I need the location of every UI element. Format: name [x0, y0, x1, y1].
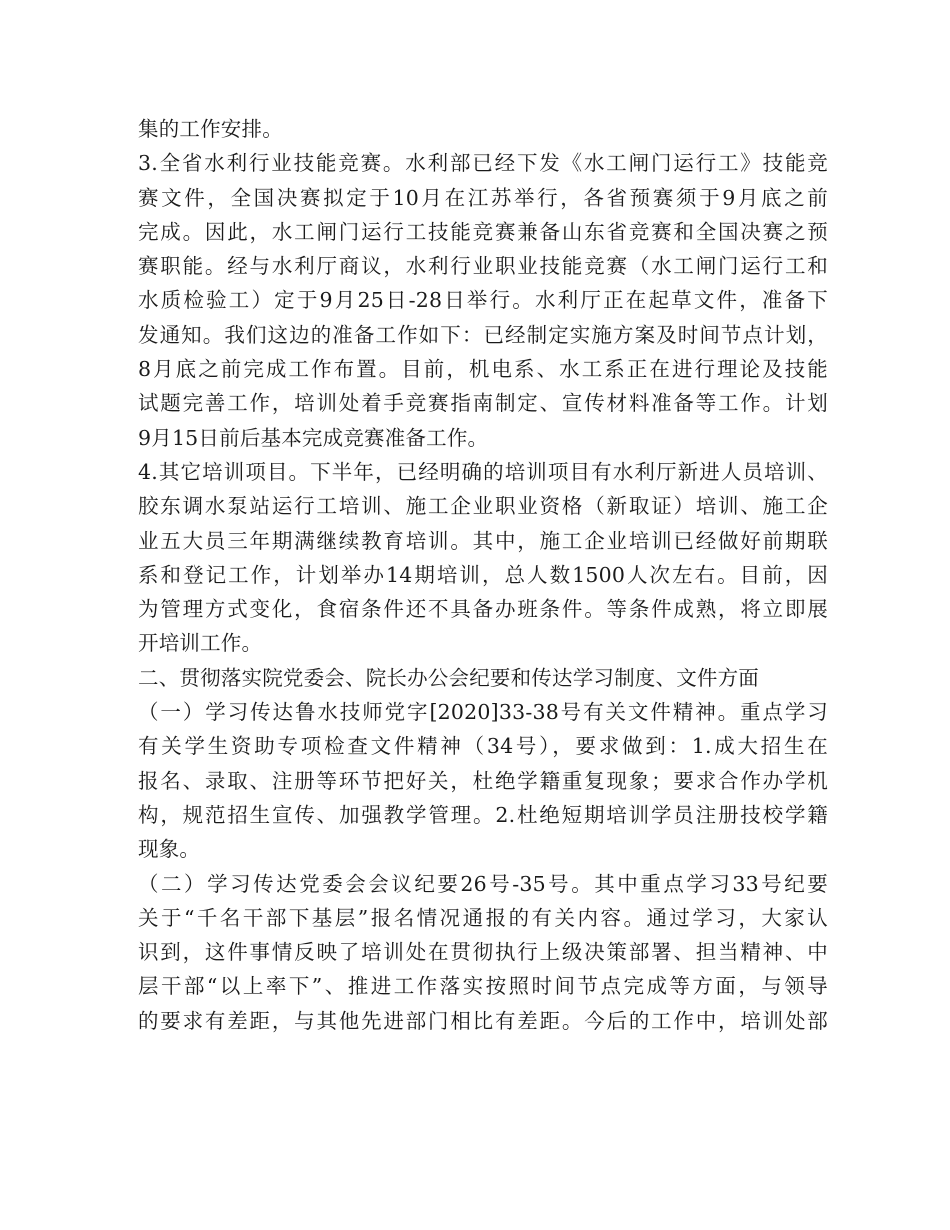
text-line: 水质检验工）定于9月25日-28日举行。水利厅正在起草文件，准备下 [138, 288, 828, 313]
text-line: 3.全省水利行业技能竞赛。水利部已经下发《水工闸门运行工》技能竞 [138, 151, 828, 176]
text-line: 发通知。我们这边的准备工作如下：已经制定实施方案及时间节点计划， [138, 322, 828, 347]
text-line: 系和登记工作，计划举办14期培训，总人数1500人次左右。目前，因 [138, 562, 828, 587]
text-line: （一）学习传达鲁水技师党字[2020]33-38号有关文件精神。重点学习 [138, 700, 828, 725]
text-line: 为管理方式变化，食宿条件还不具备办班条件。等条件成熟，将立即展 [138, 597, 828, 622]
text-line: 业五大员三年期满继续教育培训。其中，施工企业培训已经做好前期联 [138, 528, 828, 553]
text-line: 赛文件，全国决赛拟定于10月在江苏举行，各省预赛须于9月底之前 [138, 185, 828, 210]
text-line: 开培训工作。 [138, 631, 263, 656]
text-line: 赛职能。经与水利厅商议，水利行业职业技能竞赛（水工闸门运行工和 [138, 254, 828, 279]
text-line: 胶东调水泵站运行工培训、施工企业职业资格（新取证）培训、施工企 [138, 494, 828, 519]
text-line: 集的工作安排。 [138, 117, 283, 141]
text-line: 试题完善工作，培训处着手竞赛指南制定、宣传材料准备等工作。计划 [138, 391, 828, 416]
text-line: 9月15日前后基本完成竞赛准备工作。 [138, 425, 489, 450]
document-body [138, 112, 828, 1038]
text-line: 构，规范招生宣传、加强教学管理。2.杜绝短期培训学员注册技校学籍 [138, 802, 828, 827]
text-line: 完成。因此，水工闸门运行工技能竞赛兼备山东省竞赛和全国决赛之预 [138, 219, 828, 244]
text-line: （二）学习传达党委会会议纪要26号-35号。其中重点学习33号纪要 [138, 871, 828, 896]
text-line: 层干部“以上率下”、推进工作落实按照时间节点完成等方面，与领导 [138, 974, 828, 999]
text-line: 的要求有差距，与其他先进部门相比有差距。今后的工作中，培训处部 [138, 1008, 828, 1033]
text-line: 8月底之前完成工作布置。目前，机电系、水工系正在进行理论及技能 [138, 357, 828, 382]
text-line: 有关学生资助专项检查文件精神（34号），要求做到：1.成大招生在 [138, 734, 828, 759]
text-line: 识到，这件事情反映了培训处在贯彻执行上级决策部署、担当精神、中 [138, 940, 828, 965]
text-line: 现象。 [138, 837, 201, 862]
text-line: 报名、录取、注册等环节把好关，杜绝学籍重复现象；要求合作办学机 [138, 768, 828, 793]
section-heading: 二、贯彻落实院党委会、院长办公会纪要和传达学习制度、文件方面 [138, 665, 759, 690]
text-line: 关于“千名干部下基层”报名情况通报的有关内容。通过学习，大家认 [138, 905, 828, 930]
text-line: 4.其它培训项目。下半年，已经明确的培训项目有水利厅新进人员培训、 [138, 459, 828, 484]
